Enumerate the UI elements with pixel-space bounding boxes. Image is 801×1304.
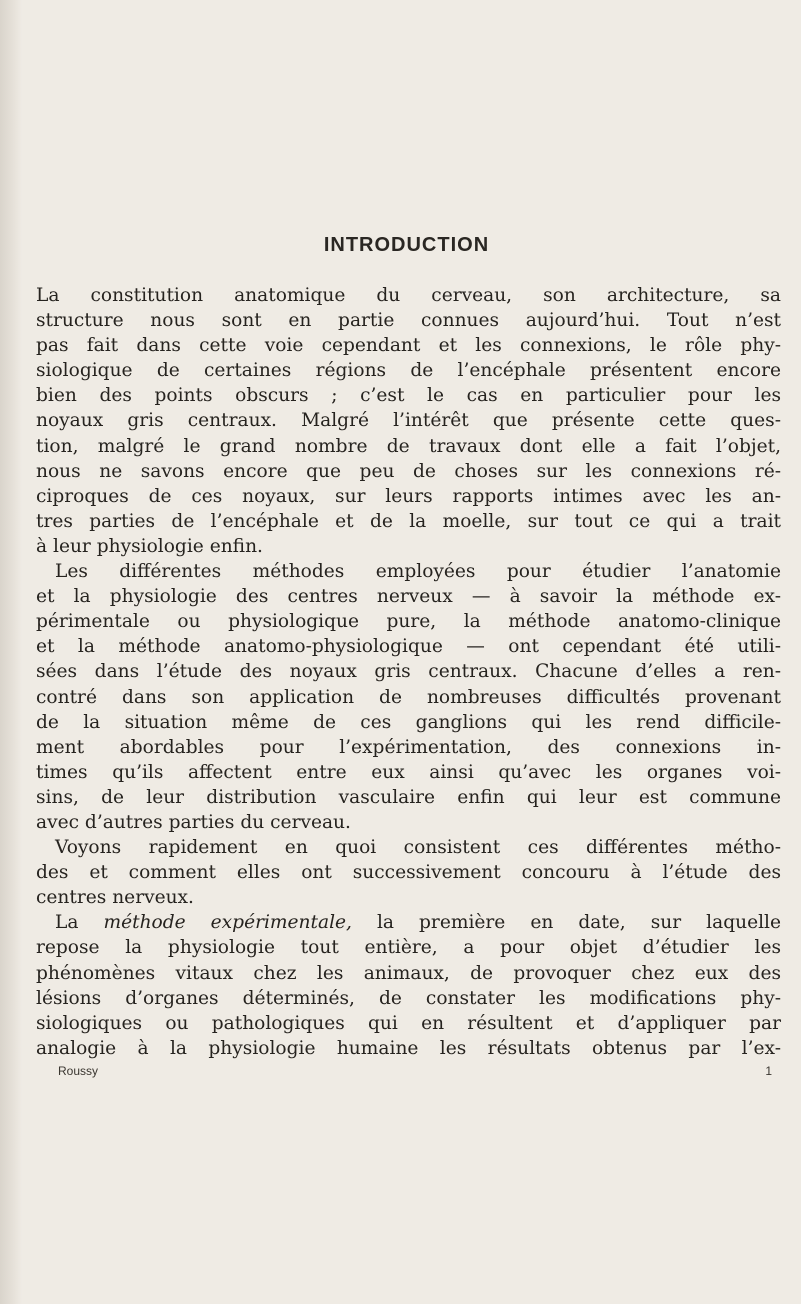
- text-line: siologiques ou pathologiques qui en résultent et d’appliquer par: [36, 1012, 781, 1034]
- text-line: nous ne savons encore que peu de choses sur les connexions ré-: [36, 460, 781, 482]
- text-line: tion, malgré le grand nombre de travaux dont elle a fait l’objet,: [36, 435, 781, 457]
- text-line: Voyons rapidement en quoi consistent ces différentes métho-: [55, 837, 781, 859]
- italic-term: méthode expérimentale,: [103, 912, 352, 934]
- page-heading: INTRODUCTION: [323, 234, 490, 256]
- text-line: sins, de leur distribution vasculaire enfin qui leur est commune: [36, 786, 781, 808]
- text-line: analogie à la physiologie humaine les résultats obtenus par l’ex-: [36, 1037, 781, 1059]
- text-line: tres parties de l’encéphale et de la moelle, sur tout ce qui a trait: [36, 510, 781, 532]
- text-line: pas fait dans cette voie cependant et les connexions, le rôle phy-: [36, 335, 781, 357]
- text-line: de la situation même de ces ganglions qui les rend difficile-: [36, 711, 781, 733]
- text-line: [36, 910, 781, 935]
- text-line: structure nous sont en partie connues aujourd’hui. Tout n’est: [36, 310, 781, 332]
- page-footer: [58, 1064, 772, 1080]
- text-line: sées dans l’étude des noyaux gris centraux. Chacune d’elles a ren-: [36, 661, 781, 683]
- text-line: Les différentes méthodes employées pour étudier l’anatomie: [55, 561, 781, 583]
- text-line: centres nerveux.: [36, 887, 194, 909]
- text-line: ment abordables pour l’expérimentation, des connexions in-: [36, 736, 781, 758]
- text-line: times qu’ils affectent entre eux ainsi qu’avec les organes voi-: [36, 761, 781, 783]
- text-line: La constitution anatomique du cerveau, son architecture, sa: [36, 285, 781, 306]
- text-line: bien des points obscurs ; c’est le cas en particulier pour les: [36, 385, 781, 407]
- text-line: à leur physiologie enfin.: [36, 535, 263, 557]
- line-prefix: La: [55, 912, 79, 934]
- text-line: périmentale ou physiologique pure, la méthode anatomo-clinique: [36, 611, 781, 633]
- text-line: avec d’autres parties du cerveau.: [36, 811, 351, 833]
- line-rest: la première en date, sur laquelle: [376, 912, 781, 934]
- text-line: et la méthode anatomo-physiologique — ont cependant été utili-: [36, 636, 781, 658]
- text-line: contré dans son application de nombreuses difficultés provenant: [36, 686, 781, 708]
- text-line: ciproques de ces noyaux, sur leurs rapports intimes avec les an-: [36, 485, 781, 507]
- signature-mark: 1: [765, 1064, 772, 1079]
- text-line: repose la physiologie tout entière, a pour objet d’étudier les: [36, 937, 781, 959]
- footer-author: Roussy: [58, 1064, 99, 1079]
- text-line: des et comment elles ont successivement concouru à l’étude des: [36, 862, 781, 884]
- body-text: [36, 283, 781, 1061]
- text-line: et la physiologie des centres nerveux — à savoir la méthode ex-: [36, 586, 781, 608]
- text-line: siologique de certaines régions de l’encéphale présentent encore: [36, 360, 781, 382]
- page-edge-shadow: [0, 0, 22, 1304]
- text-line: lésions d’organes déterminés, de constater les modifications phy-: [36, 987, 781, 1009]
- text-line: noyaux gris centraux. Malgré l’intérêt que présente cette ques-: [36, 410, 781, 432]
- text-line: phénomènes vitaux chez les animaux, de provoquer chez eux des: [36, 962, 781, 984]
